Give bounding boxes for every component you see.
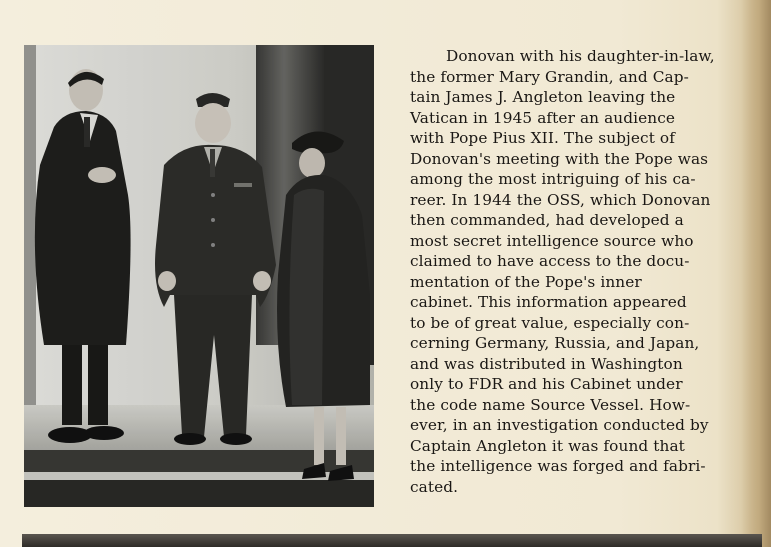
caption-line: cated. [410, 477, 459, 496]
caption-line: Captain Angleton it was found that [410, 436, 685, 455]
caption-line: and was distributed in Washington [410, 354, 683, 373]
caption-line: reer. In 1944 the OSS, which Donovan [410, 190, 711, 209]
photo-caption [410, 46, 715, 497]
photo-illustration [24, 45, 374, 507]
caption-line: the intelligence was forged and fabri- [410, 457, 706, 475]
caption-line: cerning Germany, Russia, and Japan, [410, 334, 700, 352]
caption-line: Donovan with his daughter-in-law, [446, 47, 715, 65]
caption-line: then commanded, had developed a [410, 211, 684, 229]
caption-line: tain James J. Angleton leaving the [410, 88, 676, 106]
page-gutter-edge [741, 0, 771, 547]
caption-line: cabinet. This information appeared [410, 293, 687, 311]
caption-line: claimed to have access to the docu- [410, 252, 690, 270]
caption-line: among the most intriguing of his ca- [410, 170, 696, 188]
caption-line: Vatican in 1945 after an audience [410, 108, 676, 127]
caption-line: only to FDR and his Cabinet under [410, 375, 683, 393]
caption-line: the former Mary Grandin, and Cap- [410, 67, 689, 86]
caption-line: mentation of the Pope's inner [410, 272, 642, 291]
next-photo-edge [22, 534, 762, 547]
caption-line: ever, in an investigation conducted by [410, 416, 709, 434]
historical-photograph [24, 45, 374, 507]
caption-line: the code name Source Vessel. How- [410, 395, 691, 414]
caption-line: with Pope Pius XII. The subject of [410, 129, 675, 147]
caption-line: Donovan's meeting with the Pope was [410, 149, 709, 168]
caption-line: to be of great value, especially con- [410, 313, 690, 332]
caption-line: most secret intelligence source who [410, 231, 694, 250]
